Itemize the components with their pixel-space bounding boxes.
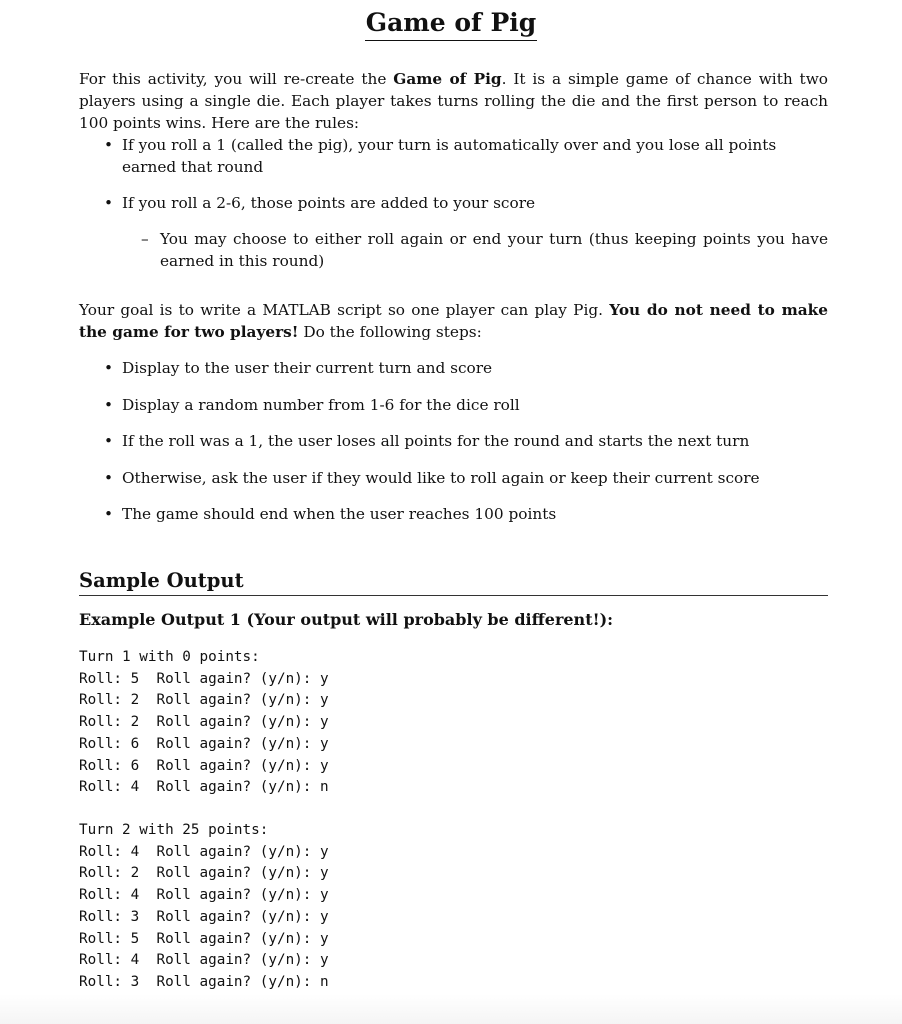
steps-list <box>104 357 828 525</box>
example-heading: Example Output 1 (Your output will probably be different!): <box>79 610 614 629</box>
page-bottom-edge <box>0 994 902 1024</box>
step-text: The game should end when the user reaches 100 points <box>122 505 557 524</box>
step-text: Otherwise, ask the user if they would like to roll again or keep their current score <box>122 468 760 487</box>
goal-text-before: Your goal is to write a MATLAB script so one player can play Pig. <box>79 301 610 319</box>
bullet-icon: • <box>104 194 114 212</box>
dash-icon: – <box>141 230 149 248</box>
step-item <box>104 430 828 452</box>
bullet-icon: • <box>104 395 114 414</box>
goal-text-bold: You do not need to make the game for two players! <box>79 301 829 341</box>
rule-item <box>104 192 828 214</box>
rule-item <box>104 134 828 178</box>
intro-text-after: . It is a simple game of chance with two players using a single die. Each player takes turns rolling the die and the first person to reach 100 points wins. Here are the rules: <box>79 70 829 132</box>
rule-text: If you roll a 1 (called the pig), your turn is automatically over and you lose all points earned that round <box>122 136 777 176</box>
rules-list <box>104 134 828 178</box>
sub-rule <box>141 228 828 272</box>
page-title: Game of Pig <box>365 6 538 41</box>
sub-rule-text: You may choose to either roll again or end your turn (thus keeping points you have earned in this round) <box>160 230 828 270</box>
bullet-icon: • <box>104 359 114 377</box>
title-wrap <box>0 6 902 41</box>
step-item <box>104 503 828 525</box>
intro-paragraph <box>79 68 828 134</box>
code-block-turn-1: Turn 1 with 0 points: Roll: 5 Roll again? (y/n): y Roll: 2 Roll again? (y/n): y Roll: 2 Roll again? (y/n): y Roll: 6 Roll again? (y/n): y Roll: 6 Roll again? (y/n): y Roll: 4 Roll again? (y/n): n <box>79 649 329 796</box>
step-text: Display a random number from 1-6 for the dice roll <box>122 395 520 414</box>
rules-list-2 <box>104 192 828 214</box>
bullet-icon: • <box>104 432 114 451</box>
goal-paragraph <box>79 299 828 343</box>
intro-text-bold: Game of Pig <box>393 70 502 88</box>
bullet-icon: • <box>104 468 114 487</box>
step-text: Display to the user their current turn and score <box>122 359 493 377</box>
intro-text-before: For this activity, you will re-create the <box>79 70 394 88</box>
step-text: If the roll was a 1, the user loses all points for the round and starts the next turn <box>122 432 750 451</box>
step-item <box>104 467 828 489</box>
bullet-icon: • <box>104 136 114 154</box>
step-item <box>104 394 828 416</box>
step-item <box>104 357 828 379</box>
rule-text: If you roll a 2-6, those points are added to your score <box>122 194 536 212</box>
section-heading-sample-output: Sample Output <box>79 568 828 596</box>
goal-text-after: Do the following steps: <box>298 323 482 341</box>
bullet-icon: • <box>104 505 114 524</box>
code-block-turn-2: Turn 2 with 25 points: Roll: 4 Roll again? (y/n): y Roll: 2 Roll again? (y/n): y Roll: 4 Roll again? (y/n): y Roll: 3 Roll again? (y/n): y Roll: 5 Roll again? (y/n): y Roll: 4 Roll again? (y/n): y Roll: 3 Roll again? (y/n): n <box>79 822 329 990</box>
